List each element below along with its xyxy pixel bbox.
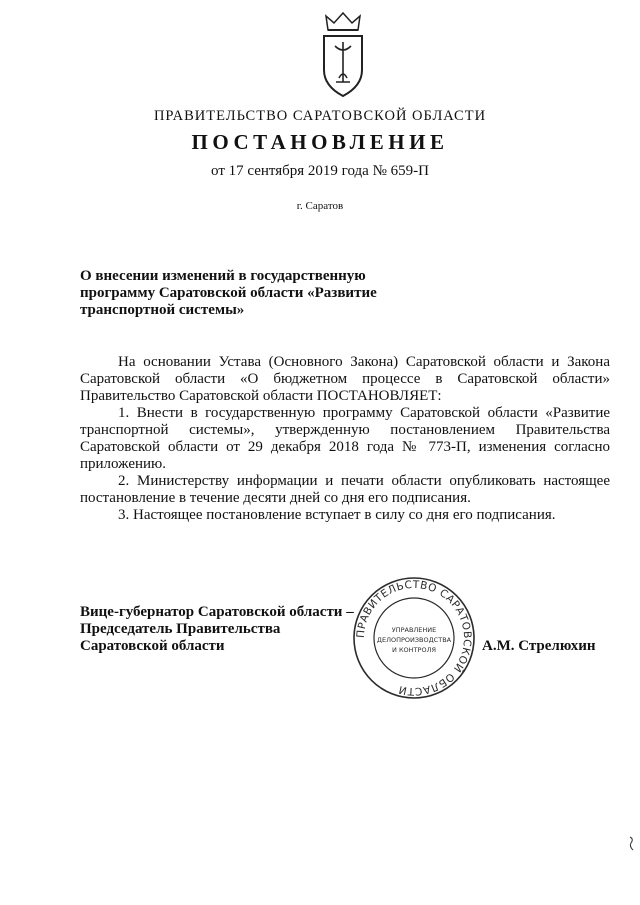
body-paragraph: На основании Устава (Основного Закона) Саратовской области и Закона Саратовской области «О бюджетном процессе в Саратовской области» Правительство Саратовской области ПОСТАНОВЛЯЕТ: (80, 354, 610, 404)
signer-title-line: Саратовской области (80, 638, 225, 654)
document-subject (80, 268, 410, 319)
stamp-inner-line: ДЕЛОПРОИЗВОДСТВА (376, 636, 452, 644)
subject-line: О внесении изменений в государственную (80, 268, 366, 284)
subject-line: транспортной системы» (80, 302, 245, 318)
signer-title-line: Вице-губернатор Саратовской области – (80, 604, 354, 620)
body-paragraph: 1. Внести в государственную программу Саратовской области «Развитие транспортной системы», утвержденную постановлением Правительства Саратовской области от 29 декабря 2018 года № 773-П, изменения согласно приложению. (80, 405, 610, 472)
signer-name: А.М. Стрелюхин (482, 638, 596, 654)
document-city: г. Саратов (296, 200, 344, 212)
subject-line: программу Саратовской области «Развитие (80, 285, 377, 301)
signer-title-line: Председатель Правительства (80, 621, 281, 637)
document-date-number: от 17 сентября 2019 года № 659-П (211, 163, 429, 179)
document-type: ПОСТАНОВЛЕНИЕ (191, 130, 449, 154)
stamp-inner-line: УПРАВЛЕНИЕ (391, 626, 437, 634)
stamp-ring-text: ПРАВИТЕЛЬСТВО САРАТОВСКОЙ ОБЛАСТИ (354, 578, 474, 698)
coat-of-arms-icon (318, 10, 368, 100)
body-paragraph: 2. Министерству информации и печати области опубликовать настоящее постановление в течение десяти дней со дня его подписания. (80, 473, 610, 506)
official-stamp (352, 576, 476, 700)
government-name: ПРАВИТЕЛЬСТВО САРАТОВСКОЙ ОБЛАСТИ (153, 108, 487, 124)
body-paragraph: 3. Настоящее постановление вступает в силу со дня его подписания. (118, 507, 556, 523)
document-body (80, 354, 610, 524)
stamp-inner-line: И КОНТРОЛЯ (392, 646, 436, 654)
scan-mark (628, 836, 636, 852)
